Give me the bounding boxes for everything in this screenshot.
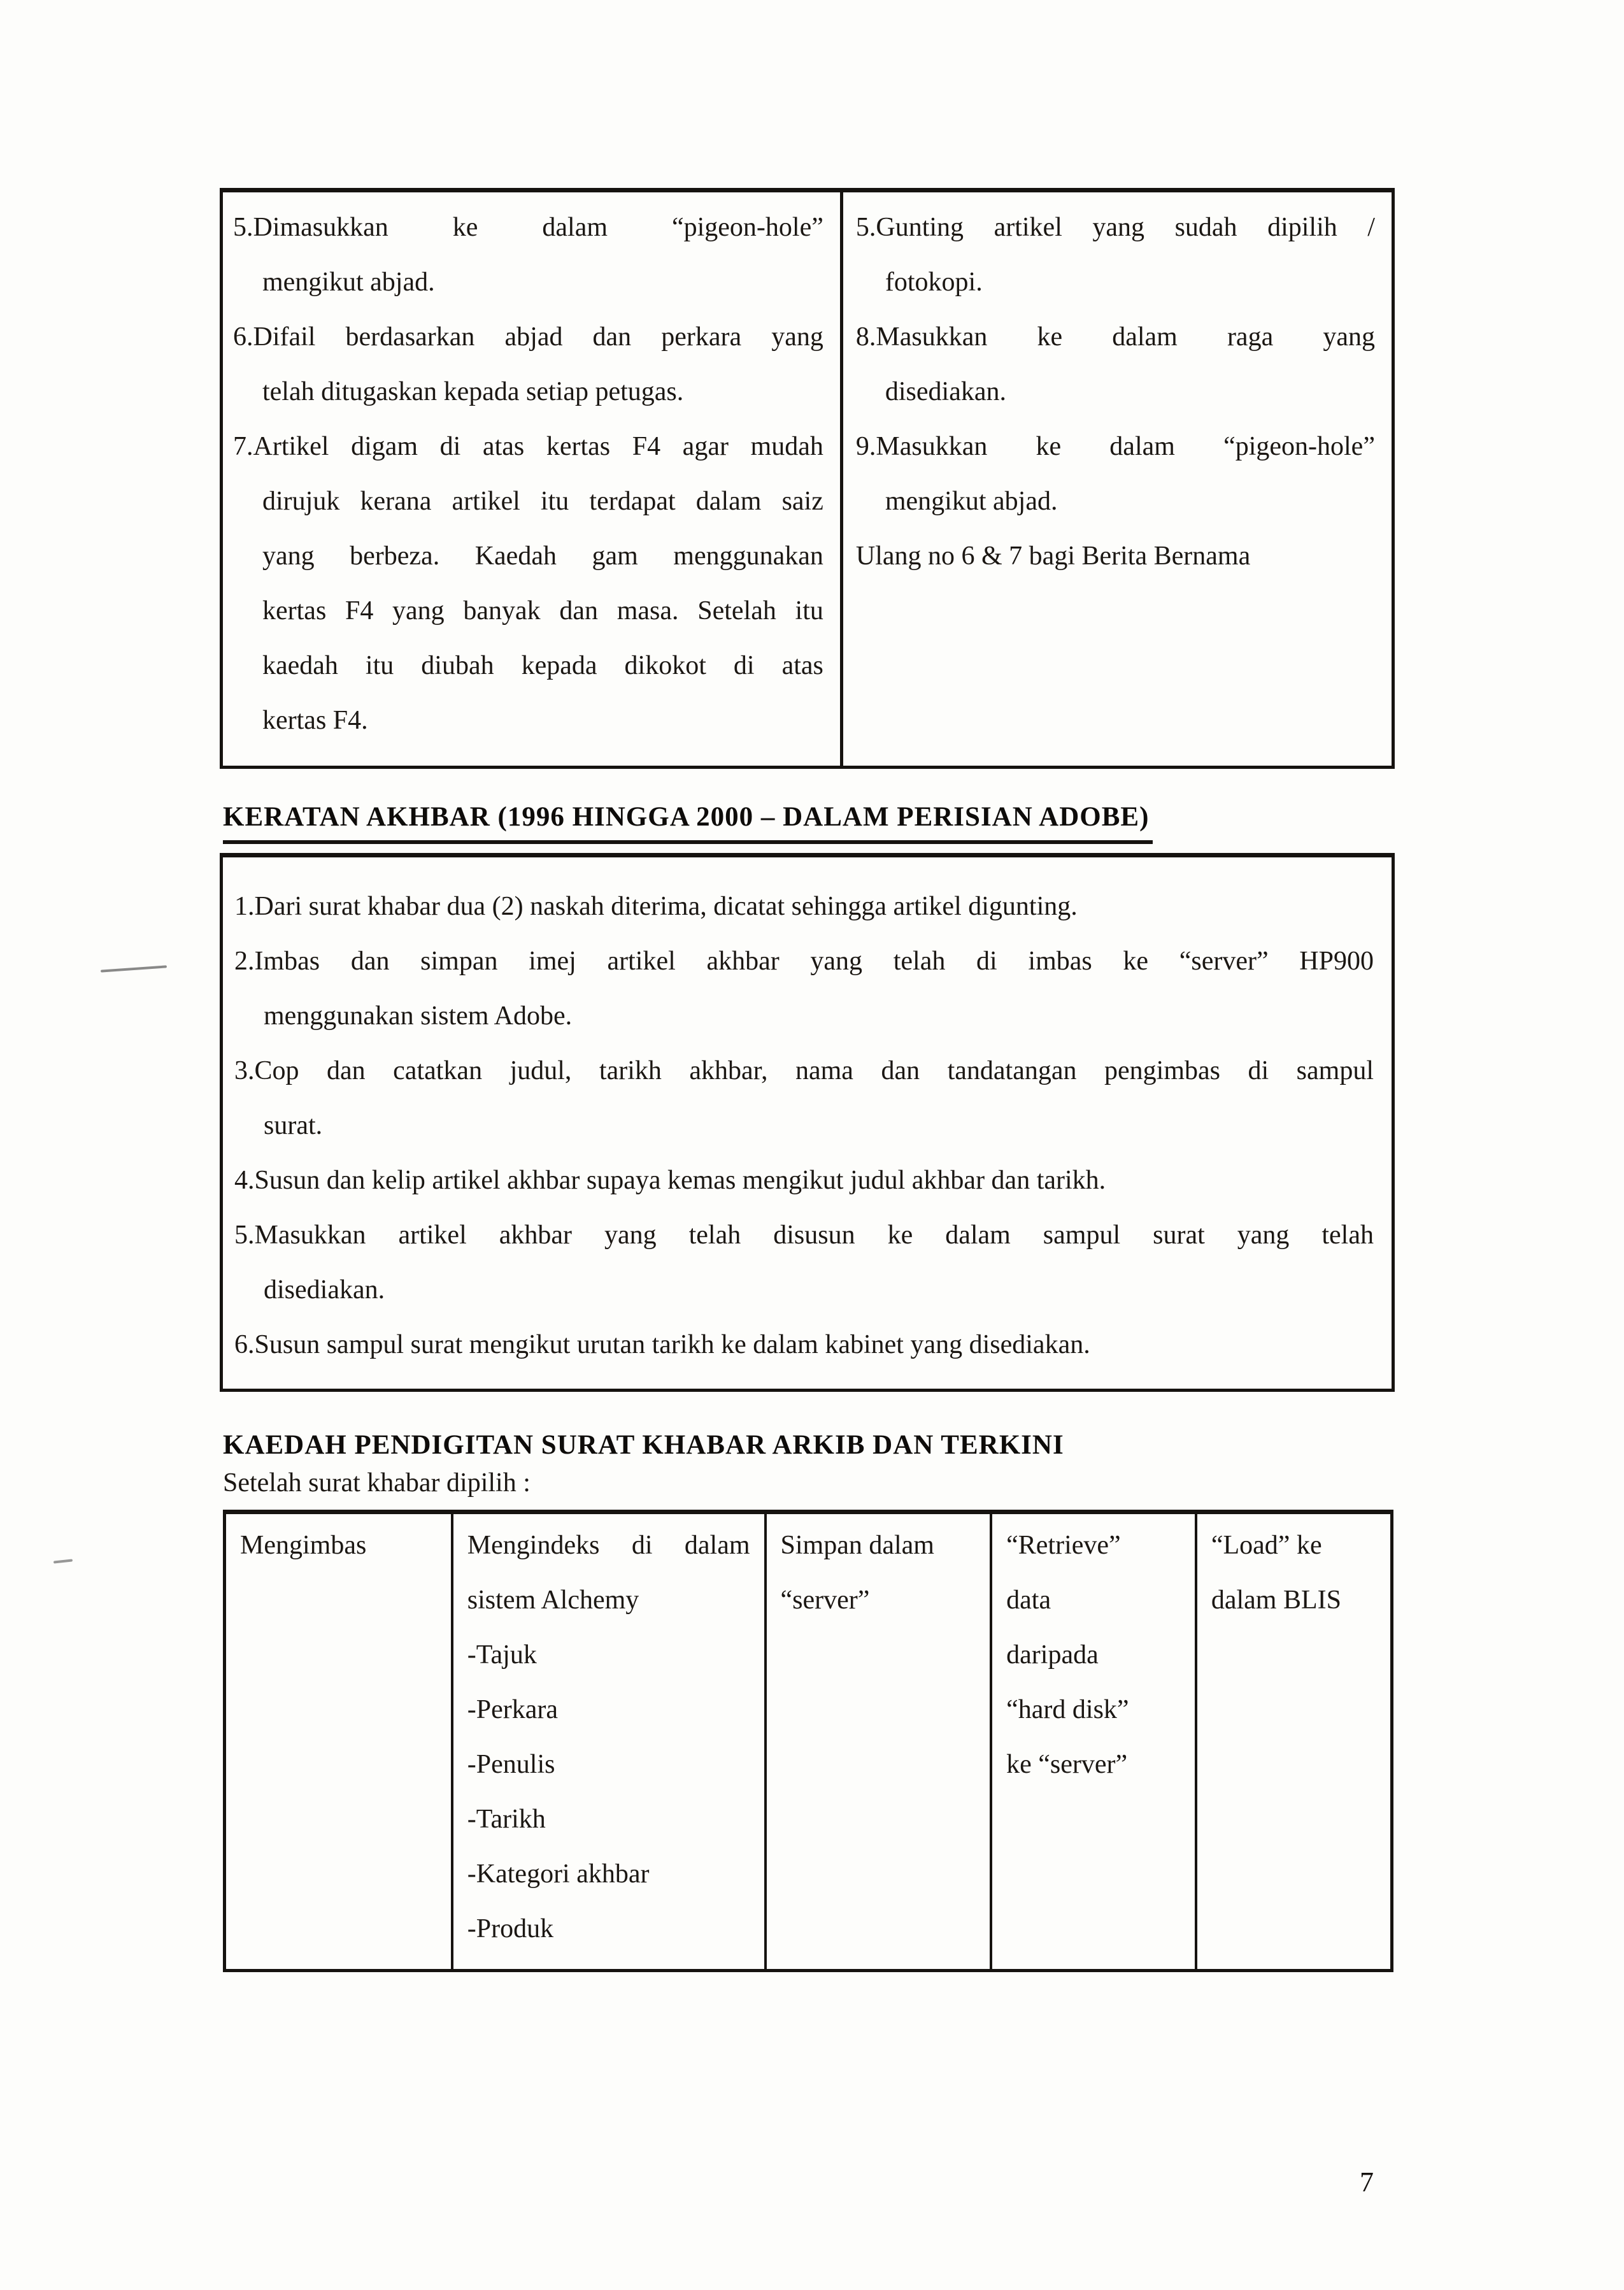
table-cell-line: -Tarikh	[467, 1805, 546, 1835]
procedure-step-line: 5.Dimasukkan ke dalam “pigeon-hole”	[233, 213, 823, 242]
procedure-step-line: 6.Difail berdasarkan abjad dan perkara yang	[233, 322, 823, 352]
list-item-line: 5.Masukkan artikel akhbar yang telah disusun ke dalam sampul surat yang telah	[234, 1220, 1374, 1250]
table-cell-line: “Load” ke	[1211, 1531, 1322, 1561]
table-cell-line: dalam BLIS	[1211, 1585, 1341, 1615]
table-cell-line: Mengindeks di dalam	[467, 1531, 750, 1561]
table-cell-line: data	[1006, 1585, 1051, 1615]
procedure-table	[220, 188, 1395, 769]
column-load-blis	[1195, 1514, 1390, 1969]
keratan-akhbar-box	[220, 853, 1395, 1392]
procedure-step-line: kertas F4 yang banyak dan masa. Setelah itu	[262, 596, 823, 626]
procedure-step-line: 8.Masukkan ke dalam raga yang	[855, 322, 1375, 352]
table-cell-line: Simpan dalam	[780, 1531, 934, 1561]
procedure-step-line: kaedah itu diubah kepada dikokot di atas	[262, 651, 823, 680]
list-item-line: 6.Susun sampul surat mengikut urutan tarikh ke dalam kabinet yang disediakan.	[234, 1329, 1090, 1359]
table-cell-line: -Tajuk	[467, 1640, 537, 1670]
table-cell-line: -Produk	[467, 1914, 554, 1944]
section-heading-keratan-akhbar: KERATAN AKHBAR (1996 HINGGA 2000 – DALAM PERISIAN ADOBE)	[223, 801, 1153, 844]
procedure-step-line: 5.Gunting artikel yang sudah dipilih /	[855, 213, 1375, 242]
column-mengimbas	[226, 1514, 451, 1969]
list-item-line: menggunakan sistem Adobe.	[264, 1001, 573, 1031]
table-cell-line: “Retrieve”	[1006, 1531, 1121, 1561]
column-simpan-server	[764, 1514, 990, 1969]
table-cell-line: ke “server”	[1006, 1750, 1128, 1780]
procedure-step-line: kertas F4.	[262, 706, 368, 735]
scan-artifact-dash	[101, 965, 167, 972]
procedure-step-line: telah ditugaskan kepada setiap petugas.	[262, 377, 684, 406]
list-item-line: 1.Dari surat khabar dua (2) naskah diterima, dicatat sehingga artikel digunting.	[234, 891, 1078, 921]
table-cell-line: “hard disk”	[1006, 1695, 1129, 1725]
procedure-note-line: Ulang no 6 & 7 bagi Berita Bernama	[855, 541, 1251, 571]
list-item-line: 4.Susun dan kelip artikel akhbar supaya kemas mengikut judul akhbar dan tarikh.	[234, 1165, 1106, 1195]
procedure-step-line: disediakan.	[885, 377, 1006, 406]
procedure-step-line: dirujuk kerana artikel itu terdapat dalam saiz	[262, 487, 823, 516]
procedure-step-line: mengikut abjad.	[885, 487, 1058, 516]
table-cell-line: daripada	[1006, 1640, 1099, 1670]
page-number: 7	[1360, 2166, 1374, 2198]
table-cell-line: -Kategori akhbar	[467, 1859, 650, 1889]
kaedah-intro-line: Setelah surat khabar dipilih :	[223, 1468, 531, 1498]
table-cell-line: “server”	[780, 1585, 870, 1615]
table-cell-line: -Penulis	[467, 1750, 555, 1780]
table-cell-line: -Perkara	[467, 1695, 559, 1725]
procedure-step-line: fotokopi.	[885, 268, 983, 297]
list-item-line: 3.Cop dan catatkan judul, tarikh akhbar, nama dan tandatangan pengimbas di sampul	[234, 1056, 1374, 1085]
procedure-step-line: 7.Artikel digam di atas kertas F4 agar mudah	[233, 432, 823, 461]
table-cell-line: sistem Alchemy	[467, 1585, 639, 1615]
scanned-document-page	[0, 188, 1624, 2290]
procedure-step-line: mengikut abjad.	[262, 268, 435, 297]
list-item-line: disediakan.	[264, 1275, 385, 1305]
section-heading-kaedah-pendigitan: KAEDAH PENDIGITAN SURAT KHABAR ARKIB DAN TERKINI	[223, 1429, 1064, 1460]
column-retrieve-data	[990, 1514, 1195, 1969]
list-item-line: 2.Imbas dan simpan imej artikel akhbar yang telah di imbas ke “server” HP900	[234, 946, 1374, 976]
list-item-line: surat.	[264, 1110, 323, 1140]
procedure-table-left-column	[223, 192, 840, 766]
scan-artifact-dash	[53, 1559, 73, 1563]
procedure-step-line: yang berbeza. Kaedah gam menggunakan	[262, 541, 823, 571]
table-cell-line: Mengimbas	[240, 1531, 367, 1561]
column-mengindeks	[451, 1514, 764, 1969]
procedure-step-line: 9.Masukkan ke dalam “pigeon-hole”	[855, 432, 1375, 461]
procedure-table-right-column	[840, 192, 1392, 766]
pendigitan-workflow-table	[223, 1510, 1393, 1972]
